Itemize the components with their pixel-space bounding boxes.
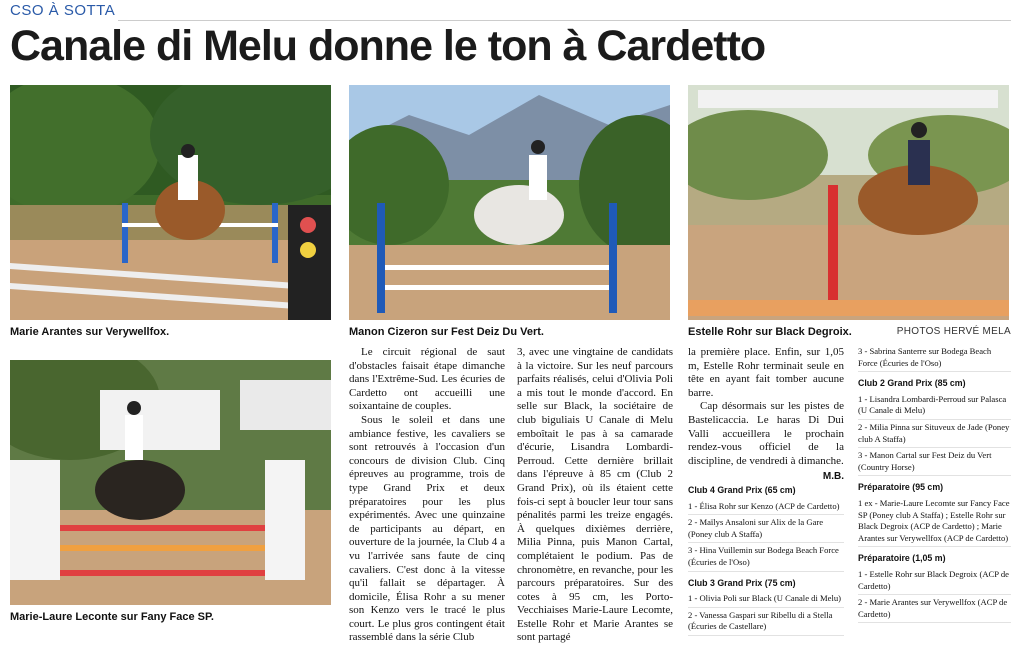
results-group-title: Club 2 Grand Prix (85 cm) <box>858 378 966 389</box>
results-item: 3 - Hina Vuillemin sur Bodega Beach Force (Écuries de l'Oso) <box>688 543 844 571</box>
results-item: 1 - Olivia Poli sur Black (U Canale di Melu) <box>688 591 844 608</box>
photo-marie-laure-leconte <box>10 360 331 605</box>
results-group-title: Préparatoire (95 cm) <box>858 482 944 493</box>
section-rule <box>118 20 1011 21</box>
photo-marie-arantes <box>10 85 331 320</box>
results-item: 1 - Estelle Rohr sur Black Degroix (ACP de Cardetto) <box>858 567 1011 595</box>
section-label: CSO À SOTTA <box>10 2 116 19</box>
results-item: 2 - Maïlys Ansaloni sur Alix de la Gare (Poney club A Staffa) <box>688 515 844 543</box>
article-col1 <box>349 346 505 645</box>
results-left <box>688 479 844 636</box>
article-col2 <box>517 346 673 645</box>
article-paragraph: Le circuit régional de saut d'obstacles faisait étape dimanche dans l'Extrême-Sud. Les écuries de Cardetto ont accueilli une soixantaine de couples. <box>349 346 505 413</box>
article-col3 <box>688 346 844 484</box>
results-item: 2 - Milia Pinna sur Situveux de Jade (Poney club A Staffa) <box>858 420 1011 448</box>
headline: Canale di Melu donne le ton à Cardetto <box>10 22 766 70</box>
article-paragraph: Cap désormais sur les pistes de Bastelicaccia. Le haras Di Dui Valli accueillera le prochain rendez-vous officiel de la discipline, de vendredi à dimanche. <box>688 400 844 467</box>
caption-photo1: Marie Arantes sur Verywellfox. <box>10 326 170 338</box>
article-paragraph: la première place. Enfin, sur 1,05 m, Estelle Rohr terminait seule en tête en ayant fait tomber aucune barre. <box>688 346 844 399</box>
results-group-title: Préparatoire (1,05 m) <box>858 553 946 564</box>
results-group-title: Club 3 Grand Prix (75 cm) <box>688 577 796 588</box>
results-group-title: Club 4 Grand Prix (65 cm) <box>688 485 796 495</box>
results-item: 3 - Manon Cartal sur Fest Deiz du Vert (Country Horse) <box>858 448 1011 476</box>
results-item: 1 - Lisandra Lombardi-Perroud sur Palasca (U Canale di Melu) <box>858 392 1011 420</box>
results-item: 2 - Marie Arantes sur Verywellfox (ACP de Cardetto) <box>858 595 1011 623</box>
article-paragraph: Sous le soleil et dans une ambiance festive, les cavaliers se sont retrouvés à l'occasion d'un concours de division Club. Cinq épreuves au programme, trois de type Grand Prix et deux préparatoires pour les plus expérimentés. Avec une quinzaine de participants au départ, en ouverture de la journée, la Club 4 a vu l'arrivée sans faute de cinq cavaliers. C'est donc à la vitesse qu'il fallait se départager. À domicile, Élisa Rohr a su mener son Kenzo vers le tracé le plus court. Le plus gros contingent était rassemblé dans la série Club <box>349 413 505 644</box>
article-paragraph: 3, avec une vingtaine de candidats à la victoire. Sur les neuf parcours parfaits réalisés, celui d'Olivia Poli a mis tout le monde d'accord. En selle sur Black, la sociétaire de club biguliais U Canale di Melu emboîtait le pas à sa camarade d'écurie, Lisandra Lombardi-Perroud. Cette dernière brillait dans l'épreuve à 85 cm (Club 2 Grand Prix), où ils étaient cette fois-ci sept à boucler leur tour sans pénalités parmi les treize engagés. À quelques dixièmes derrière, Milia Pinna, puis Manon Cartal, complétaient le podium. Pas de chronomètre, en revanche, pour les parcours préparatoires. Sur des cotes à 95 cm, les Porto-Vecchiaises Marie-Laure Lecomte, Estelle Rohr et Marie Arantes se sont partagé <box>517 346 673 644</box>
photo-manon-cizeron <box>349 85 670 320</box>
photo-estelle-rohr <box>688 85 1009 320</box>
results-item: 1 ex - Marie-Laure Lecomte sur Fancy Face SP (Poney club A Staffa) ; Estelle Rohr sur Black Degroix (ACP de Cardetto) ; Marie Arantes sur Verywellfox (ACP de Cardetto) <box>858 496 1011 547</box>
results-right <box>858 344 1011 623</box>
results-item: 3 - Sabrina Santerre sur Bodega Beach Force (Écuries de l'Oso) <box>858 344 1011 372</box>
caption-photo2: Manon Cizeron sur Fest Deiz Du Vert. <box>349 326 544 338</box>
results-item: 2 - Vanessa Gaspari sur Ribellu di a Stella (Écuries de Castellare) <box>688 608 844 636</box>
photo-credit: PHOTOS HERVÉ MELA <box>896 326 1011 337</box>
caption-photo3: Estelle Rohr sur Black Degroix. <box>688 326 852 338</box>
author-signature: M.B. <box>822 471 844 483</box>
caption-photo4: Marie-Laure Leconte sur Fany Face SP. <box>10 611 214 623</box>
results-item: 1 - Élisa Rohr sur Kenzo (ACP de Cardetto) <box>688 499 844 516</box>
